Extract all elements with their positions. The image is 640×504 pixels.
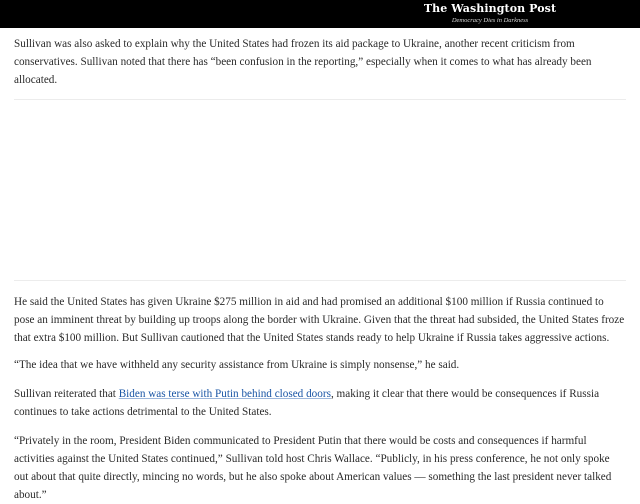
top-nav-bar	[0, 0, 640, 28]
biden-putin-article-link[interactable]: Biden was terse with Putin behind closed doors	[118, 388, 331, 400]
article-paragraph-1: Sullivan was also asked to explain why the United States had frozen its aid package to Ukraine, another recent criticism from conservatives. Sullivan noted that there has “been confusion in the reporting,” especially when it comes to what has already been allocated.	[14, 38, 592, 86]
brand-tagline: Democracy Dies in Darkness	[451, 17, 529, 24]
paragraph-4-tail: , making it clear that there would be consequences if Russia continues to take actions detrimental to the United States.	[14, 388, 600, 418]
ad-placeholder	[14, 101, 626, 279]
site-logo[interactable]	[420, 2, 560, 25]
article-paragraph-3: “The idea that we have withheld any security assistance from Ukraine is simply nonsense,” he said.	[14, 359, 460, 371]
brand-name: The Washington Post	[423, 2, 557, 15]
ad-divider-top	[14, 99, 626, 100]
article-paragraph-5: “Privately in the room, President Biden communicated to President Putin that there would be costs and consequences if harmful activities against the United States continued,” Sullivan told host Chris Wallace. “Publicly, in his press conference, he not only spoke out about that quite directly, mincing no words, but he also spoke about American values — something the last president never talked about.”	[14, 435, 612, 501]
paragraph-4-lead: Sullivan reiterated that	[14, 388, 119, 400]
article-paragraph-4	[14, 385, 626, 421]
ad-divider-bottom	[14, 280, 626, 281]
article-paragraph-2: He said the United States has given Ukraine $275 million in aid and had promised an additional $100 million if Russia continued to pose an imminent threat by building up troops along the border with Ukraine. Given that the threat had subsided, the United States froze that extra $100 million. But Sullivan cautioned that the United States stands ready to help Ukraine if Russia takes aggressive actions.	[14, 296, 625, 344]
